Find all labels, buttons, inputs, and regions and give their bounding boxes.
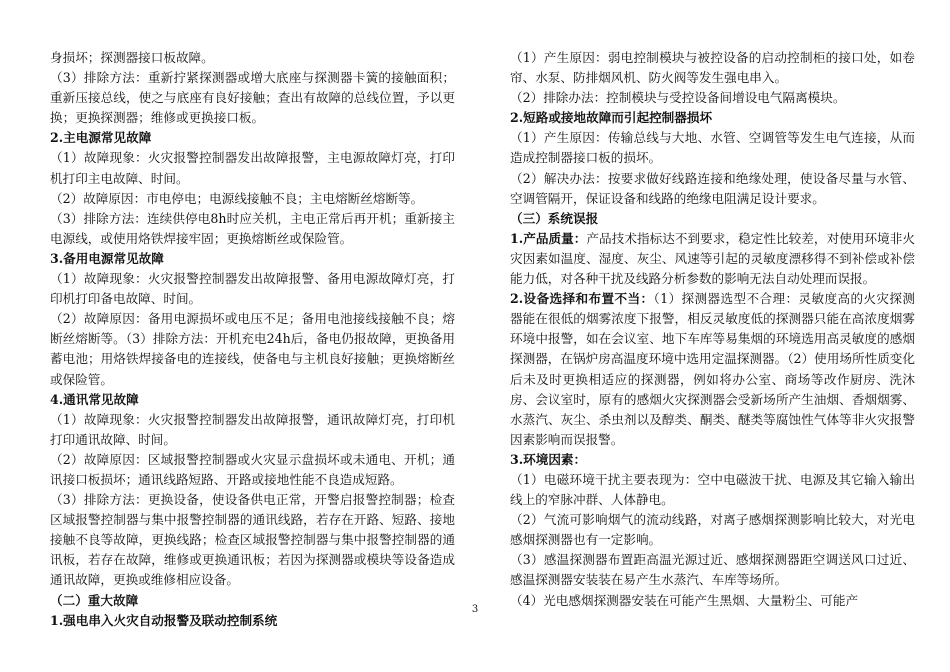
section-heading: （二）重大故障 bbox=[50, 592, 139, 608]
paragraph: （3）排除方法：重新拧紧探测器或增大底座与探测器卡簧的接触面积；重新压接总线，使之与底座有良好接触；查出有故障的总线位置，予以更换；更换探测器；维修或更换接口板。 bbox=[50, 70, 455, 126]
paragraph: （2）排除办法：控制模块与受控设备间增设电气隔离模块。 bbox=[510, 90, 846, 106]
inline-heading: 2.设备选择和布置不当： bbox=[510, 291, 654, 307]
paragraph: （3）排除方法：更换设备，使设备供电正常，开警启报警控制器；检查区域报警控制器与集中报警控制器的通讯线路，若存在开路、短路、接地接触不良等故障，更换线路；检查区域报警控制器与集中报警控制器的通讯板，若存在故障，维修或更换通讯板；若因为探测器或模块等设备造成通讯故障，更换或维修相应设备。 bbox=[50, 492, 455, 588]
left-column bbox=[50, 48, 455, 631]
paragraph: （1）产生原因：弱电控制模块与被控设备的启动控制柜的接口处，如卷帘、水泵、防排烟风机、防火阀等发生强电串入。 bbox=[510, 50, 915, 86]
paragraph: （2）故障原因：备用电源损坏或电压不足；备用电池接线接触不良；熔断丝熔断等。（3）排除方法：开机充电24h后，备电仍报故障，更换备用蓄电池；用烙铁焊接备电的连接线，使备电与主机良好接触；更换熔断丝或保险管。 bbox=[50, 311, 455, 387]
paragraph: （1）故障现象：火灾报警控制器发出故障报警，通讯故障灯亮，打印机打印通讯故障、时间。 bbox=[50, 411, 455, 447]
paragraph: （2）故障原因：区域报警控制器或火灾显示盘损坏或未通电、开机；通讯接口板损坏；通讯线路短路、开路或接地性能不良造成短路。 bbox=[50, 451, 455, 487]
paragraph-text: （1）探测器选型不合理：灵敏度高的火灾探测器能在很低的烟雾浓度下报警，相反灵敏度低的探测器只能在高浓度烟雾环境中报警，如在会议室、地下车库等易集烟的环境选用高灵敏度的感烟探测器，在锅炉房高温度环境中选用定温探测器。（2）使用场所性质变化后未及时更换相适应的探测器，例如将办公室、商场等改作厨房、洗沐房、会议室时，原有的感烟火灾探测器会受新场所产生油烟、香烟烟雾、水蒸汽、灰尘、杀虫剂以及醇类、酮类、醚类等腐蚀性气体等非火灾报警因素影响而误报警。 bbox=[510, 291, 915, 447]
inline-heading: 1.产品质量： bbox=[510, 230, 587, 246]
paragraph: 身损坏；探测器接口板故障。 bbox=[50, 50, 214, 65]
paragraph: （2）解决办法：按要求做好线路连接和绝缘处理，使设备尽量与水管、空调管隔开，保证设备和线路的绝缘电阻满足设计要求。 bbox=[510, 170, 915, 206]
section-heading: 1.强电串入火灾自动报警及联动控制系统 bbox=[50, 612, 278, 628]
paragraph bbox=[510, 289, 915, 450]
right-column bbox=[510, 48, 915, 611]
paragraph: （2）气流可影响烟气的流动线路，对离子感烟探测影响比较大，对光电感烟探测器也有一定影响。 bbox=[510, 512, 915, 548]
paragraph: （3）感温探测器布置距高温光源过近、感烟探测器距空调送风口过近、感温探测器安装装在易产生水蒸汽、车库等场所。 bbox=[510, 552, 915, 588]
section-heading: 2.短路或接地故障而引起控制器损坏 bbox=[510, 110, 713, 126]
section-heading: 4.通讯常见故障 bbox=[50, 391, 139, 407]
paragraph-text: 产品技术指标达不到要求，稳定性比较差，对使用环境非火灾因素如温度、湿度、灰尘、风速等引起的灵敏度漂移得不到补偿或补偿能力低，对各种干扰及线路分析参数的影响无法自动处理而误报。 bbox=[510, 230, 916, 287]
section-heading: （三）系统误报 bbox=[510, 210, 599, 226]
paragraph: （1）产生原因：传输总线与大地、水管、空调管等发生电气连接，从而造成控制器接口板的损坏。 bbox=[510, 130, 915, 166]
paragraph: （1）电磁环境干扰主要表现为：空中电磁波干扰、电源及其它输入输出线上的窄脉冲群、人体静电。 bbox=[510, 471, 915, 508]
paragraph: （1）故障现象：火灾报警控制器发出故障报警、备用电源故障灯亮，打印机打印备电故障、时间。 bbox=[50, 271, 455, 307]
section-heading: 3.备用电源常见故障 bbox=[50, 250, 164, 266]
paragraph: （2）故障原因：市电停电；电源线接触不良；主电熔断丝熔断等。 bbox=[50, 190, 424, 206]
paragraph: （3）排除方法：连续供停电8h时应关机，主电正常后再开机；重新接主电源线，或使用烙铁焊接牢固；更换熔断丝或保险管。 bbox=[50, 210, 455, 246]
paragraph: （4）光电感烟探测器安装在可能产生黑烟、大量粉尘、可能产 bbox=[510, 592, 859, 608]
paragraph bbox=[510, 229, 915, 289]
section-heading: 3.环境因素： bbox=[510, 451, 587, 467]
paragraph: （1）故障现象：火灾报警控制器发出故障报警，主电源故障灯亮，打印机打印主电故障、时间。 bbox=[50, 150, 455, 186]
section-heading: 2.主电源常见故障 bbox=[50, 130, 152, 146]
page-number: 3 bbox=[471, 604, 479, 615]
